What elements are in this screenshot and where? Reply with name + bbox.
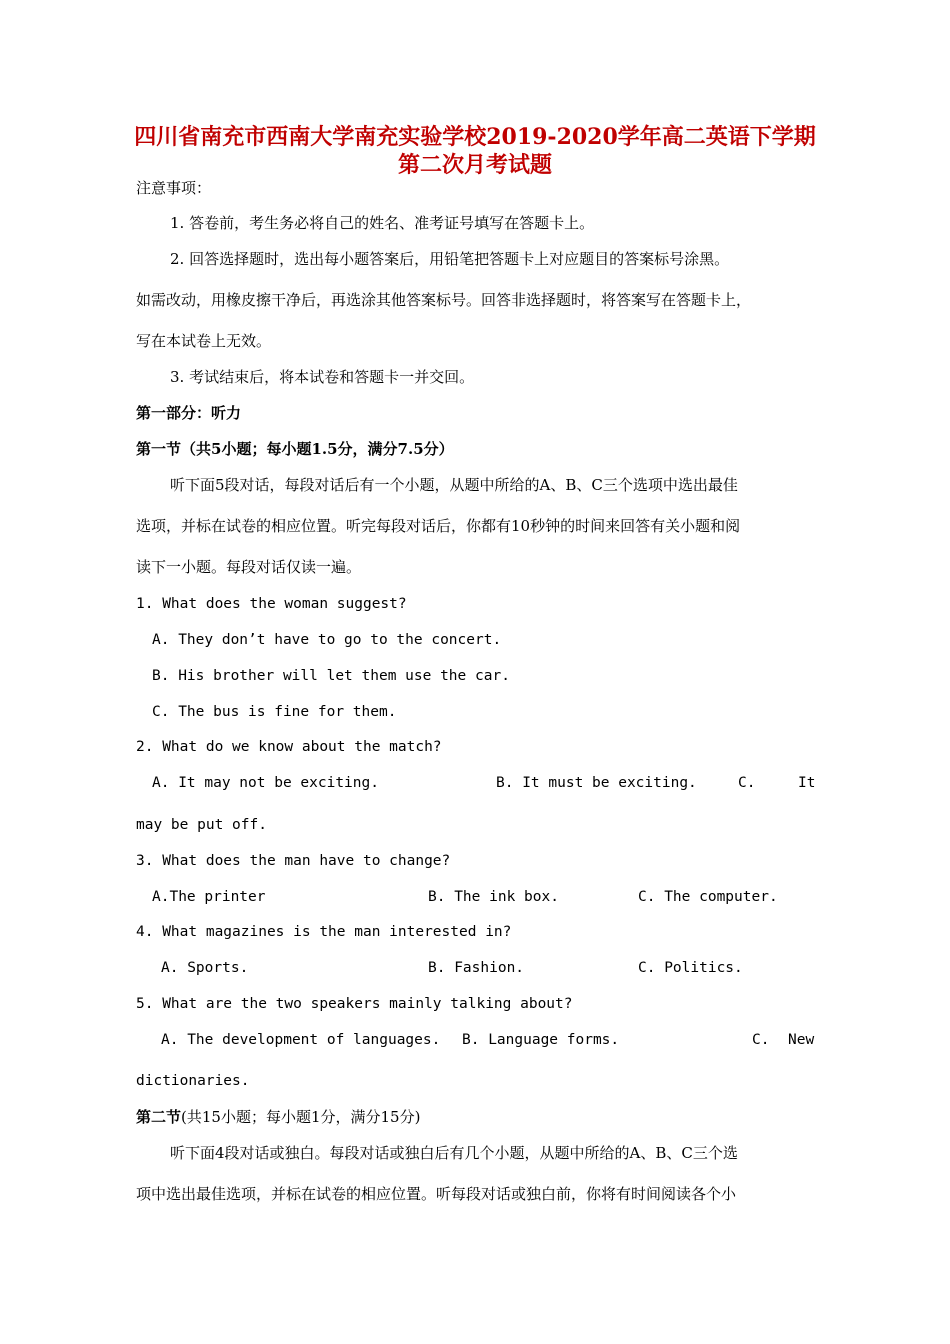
section2-instructions-cont: 项中选出最佳选项，并标在试卷的相应位置。听每段对话或独白前，你将有时间阅读各个小 (136, 1185, 737, 1203)
section2-heading-label: 第二节 (136, 1108, 182, 1126)
question-1-option-a: A. They don’t have to go to the concert. (152, 632, 502, 648)
question-5-option-c-cont: dictionaries. (136, 1073, 250, 1089)
question-5-option-b: B. Language forms. (462, 1032, 620, 1048)
question-5-option-c-label: C. (752, 1032, 770, 1048)
question-5-option-a: A. The development of languages. (161, 1032, 441, 1048)
exam-title-line1: 四川省南充市西南大学南充实验学校2019-2020学年高二英语下学期 (134, 124, 816, 150)
question-2: 2. What do we know about the match? (136, 739, 442, 755)
notice-item-3: 3. 考试结束后，将本试卷和答题卡一并交回。 (170, 368, 475, 386)
notice-item-1: 1. 答卷前，考生务必将自己的姓名、准考证号填写在答题卡上。 (170, 214, 595, 232)
question-3-option-b: B. The ink box. (428, 889, 559, 905)
question-1: 1. What does the woman suggest? (136, 596, 407, 612)
section1-instructions-cont2: 读下一小题。每段对话仅读一遍。 (136, 558, 362, 576)
question-4: 4. What magazines is the man interested in? (136, 924, 512, 940)
section1-instructions-cont: 选项，并标在试卷的相应位置。听完每段对话后，你都有10秒钟的时间来回答有关小题和阅 (136, 517, 741, 535)
section2-heading-detail: (共15小题；每小题1分，满分15分) (181, 1108, 421, 1126)
part1-heading: 第一部分：听力 (136, 404, 242, 422)
question-2-option-c-cont: may be put off. (136, 817, 267, 833)
question-3-option-a: A.The printer (152, 889, 266, 905)
notice-item-2-cont2: 写在本试卷上无效。 (136, 332, 272, 350)
section1-instructions: 听下面5段对话，每段对话后有一个小题，从题中所给的A、B、C三个选项中选出最佳 (170, 476, 738, 494)
question-2-option-a: A. It may not be exciting. (152, 775, 379, 791)
notice-item-2: 2. 回答选择题时，选出每小题答案后，用铅笔把答题卡上对应题目的答案标号涂黑。 (170, 250, 730, 268)
question-5-option-c-text: New (788, 1032, 815, 1048)
notice-heading: 注意事项： (136, 179, 212, 197)
section1-heading: 第一节（共5小题；每小题1.5分，满分7.5分） (136, 440, 454, 458)
question-4-option-a: A. Sports. (161, 960, 249, 976)
question-4-option-c: C. Politics. (638, 960, 743, 976)
question-1-option-b: B. His brother will let them use the car. (152, 668, 510, 684)
question-4-option-b: B. Fashion. (428, 960, 525, 976)
question-3: 3. What does the man have to change? (136, 853, 451, 869)
section2-instructions: 听下面4段对话或独白。每段对话或独白后有几个小题，从题中所给的A、B、C三个选 (170, 1144, 738, 1162)
section2-heading (136, 1107, 420, 1127)
question-5: 5. What are the two speakers mainly talking about? (136, 996, 573, 1012)
exam-title-line2: 第二次月考试题 (397, 152, 552, 178)
question-1-option-c: C. The bus is fine for them. (152, 704, 397, 720)
notice-item-2-cont: 如需改动，用橡皮擦干净后，再选涂其他答案标号。回答非选择题时，将答案写在答题卡上， (136, 291, 752, 309)
question-2-option-c-text: It (798, 775, 816, 791)
question-3-option-c: C. The computer. (638, 889, 778, 905)
question-2-option-b: B. It must be exciting. (496, 775, 697, 791)
question-2-option-c-label: C. (738, 775, 756, 791)
